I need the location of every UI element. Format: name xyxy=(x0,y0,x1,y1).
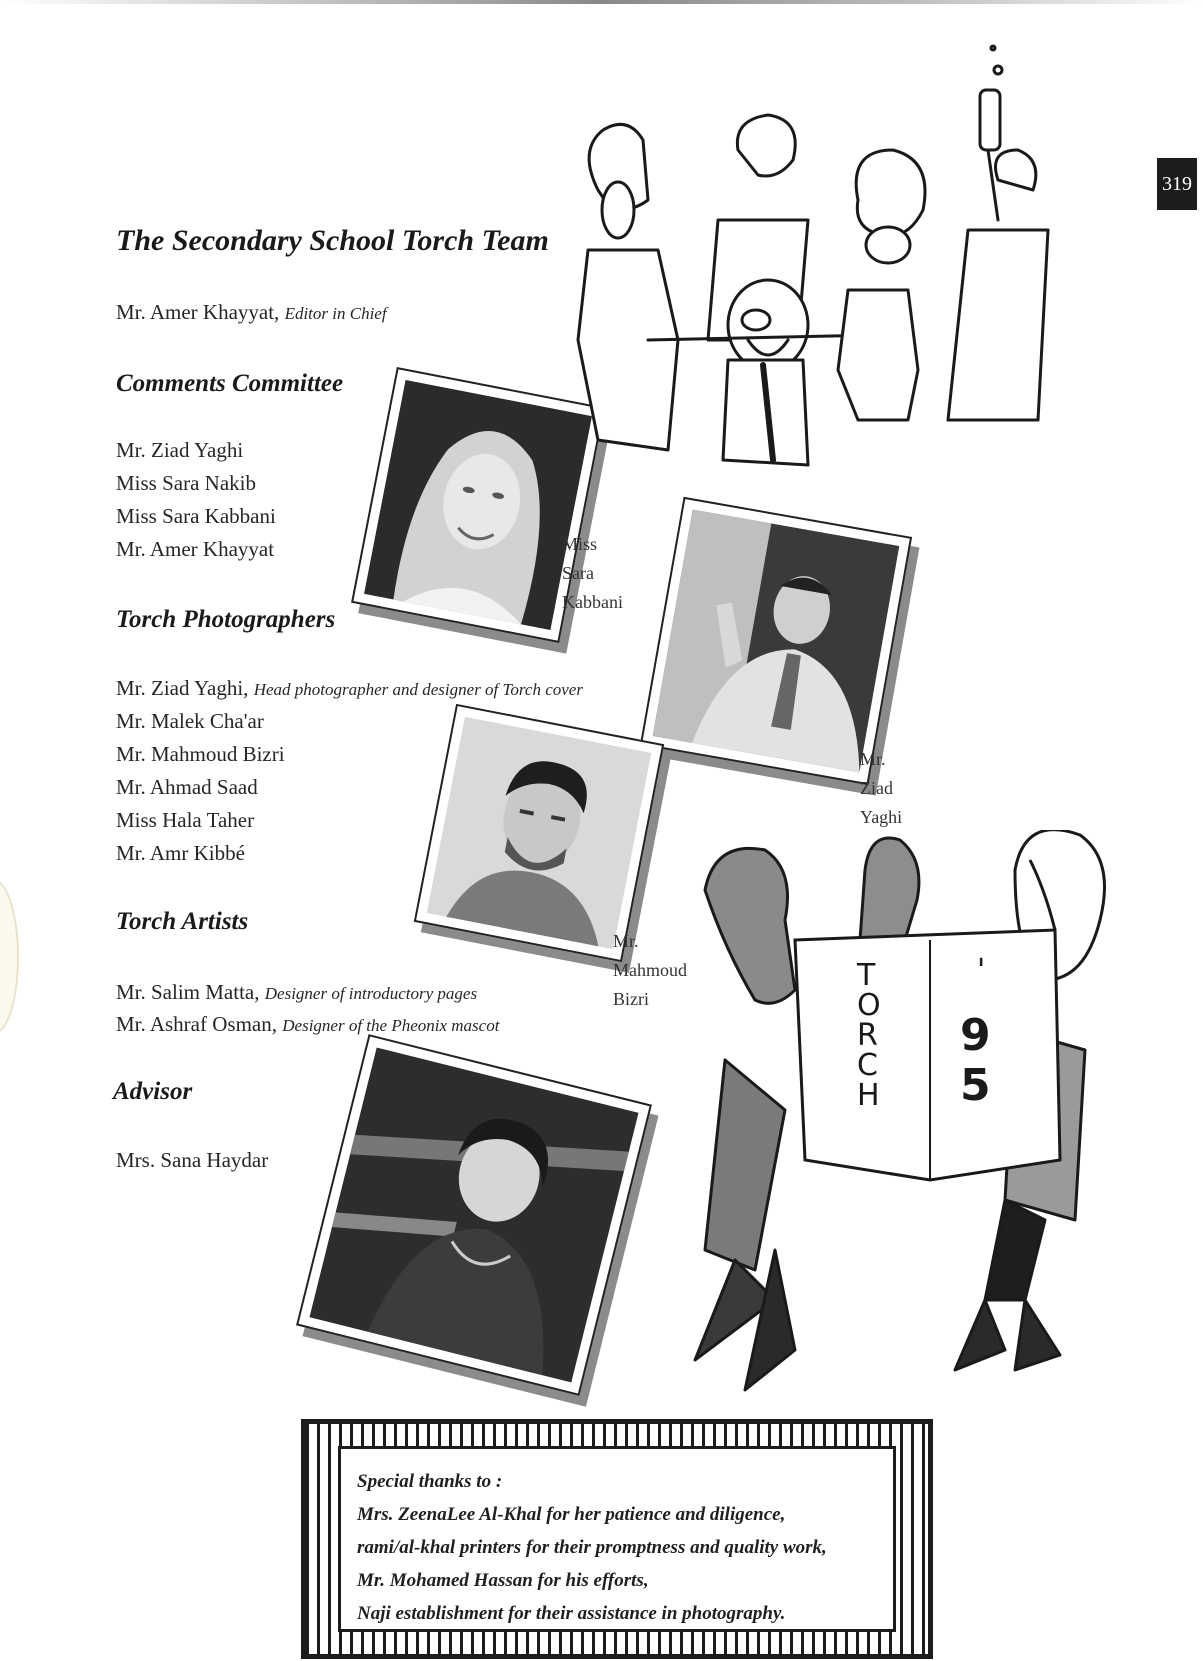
caption-line: Mahmoud xyxy=(613,960,687,980)
top-rule xyxy=(0,0,1203,4)
caption-line: Ziad xyxy=(860,778,893,798)
cheering-group-illustration xyxy=(548,40,1148,500)
photographer: Mr. Mahmoud Bizri xyxy=(116,742,285,766)
caption-line: Kabbani xyxy=(562,592,623,612)
photographer: Mr. Ahmad Saad xyxy=(116,775,258,799)
photo-mahmoud-bizri xyxy=(414,704,664,962)
page-number-tab xyxy=(1157,158,1197,210)
comments-committee-heading: Comments Committee xyxy=(116,370,344,397)
portrait-ziad xyxy=(653,510,900,773)
editor-role: Editor in Chief xyxy=(284,304,387,323)
newspaper-letter: R xyxy=(857,1018,878,1053)
head-photographer-role: Head photographer and designer of Torch cover xyxy=(253,680,583,699)
photographer: Mr. Amr Kibbé xyxy=(116,841,245,865)
caption-line: Yaghi xyxy=(860,807,903,827)
newspaper-apostrophe: ' xyxy=(977,953,986,988)
newspaper-year-top: 9 xyxy=(960,1010,991,1061)
artist-line xyxy=(116,1012,499,1037)
committee-member: Miss Sara Nakib xyxy=(116,471,256,495)
thanks-line: Naji establishment for their assistance in photography. xyxy=(357,1603,786,1624)
artist-line xyxy=(116,980,477,1005)
special-thanks-box xyxy=(301,1419,933,1659)
caption-line: Sara xyxy=(562,563,594,583)
page-curl xyxy=(0,880,19,1034)
caption-line: Mr. xyxy=(613,931,639,951)
thanks-line: Mr. Mohamed Hassan for his efforts, xyxy=(357,1570,649,1591)
caption-line: Mr. xyxy=(860,749,886,769)
caption-sara xyxy=(562,530,623,617)
caption-mahmoud xyxy=(613,927,687,1014)
portrait-sana xyxy=(309,1047,638,1382)
committee-member: Miss Sara Kabbani xyxy=(116,504,276,528)
committee-member: Mr. Amer Khayyat xyxy=(116,537,275,561)
photo-ziad-yaghi xyxy=(640,497,912,785)
thanks-line: Mrs. ZeenaLee Al-Khal for her patience and diligence, xyxy=(357,1504,786,1525)
caption-line: Bizri xyxy=(613,989,649,1009)
artist-name: Mr. Salim Matta, xyxy=(116,980,265,1004)
newspaper-letter: O xyxy=(857,988,881,1023)
newspaper-readers-illustration xyxy=(685,830,1145,1405)
caption-line: Miss xyxy=(562,534,598,554)
caption-ziad xyxy=(860,745,902,832)
newspaper-year-bottom: 5 xyxy=(960,1060,991,1111)
editor-line xyxy=(116,300,387,325)
photographers-heading: Torch Photographers xyxy=(116,606,336,633)
newspaper-letter: H xyxy=(857,1078,880,1113)
thanks-heading: Special thanks to : xyxy=(357,1471,503,1492)
artists-heading: Torch Artists xyxy=(116,908,249,935)
head-photographer-line xyxy=(116,676,583,701)
advisor-name: Mrs. Sana Haydar xyxy=(116,1148,269,1172)
page-number: 319 xyxy=(1162,172,1192,195)
photographer: Mr. Malek Cha'ar xyxy=(116,709,264,733)
head-photographer-name: Mr. Ziad Yaghi, xyxy=(116,676,254,700)
artist-name: Mr. Ashraf Osman, xyxy=(116,1012,283,1036)
committee-member: Mr. Ziad Yaghi xyxy=(116,438,244,462)
photo-sana-haydar xyxy=(296,1034,652,1396)
special-thanks-inner xyxy=(338,1446,896,1632)
thanks-line: rami/al-khal printers for their promptness and quality work, xyxy=(357,1537,827,1558)
photographer: Miss Hala Taher xyxy=(116,808,255,832)
newspaper-letter: T xyxy=(857,958,876,993)
artist-role: Designer of introductory pages xyxy=(264,984,478,1003)
editor-name: Mr. Amer Khayyat, xyxy=(116,300,285,324)
portrait-mahmoud xyxy=(427,717,652,950)
advisor-heading: Advisor xyxy=(113,1078,193,1105)
artist-role: Designer of the Pheonix mascot xyxy=(282,1016,500,1035)
page-title: The Secondary School Torch Team xyxy=(116,224,549,257)
newspaper-letter: C xyxy=(857,1048,878,1083)
